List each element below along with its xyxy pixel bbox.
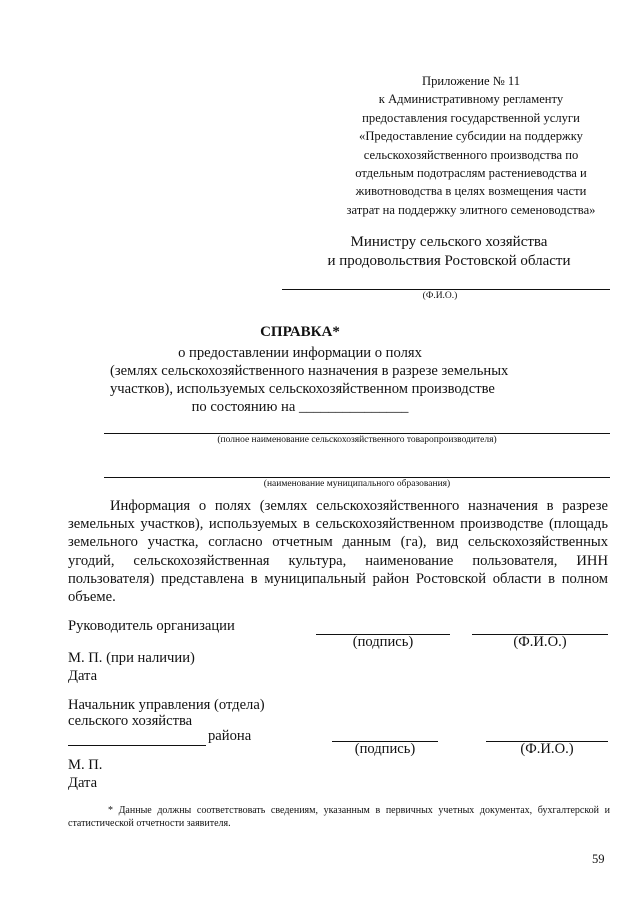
fio-caption-2: (Ф.И.О.) (520, 741, 574, 757)
body-text: Информация о полях (землях сельскохозяйственного назначения в разрезе земельных участков), используемых в сельскохозяйственном производстве (площадь земельного участка, согласно отчетным данным (га), вид сельскохозяйственных угодий, сельскохозяйственная культура, наименование пользователя, ИНН пользователя) представлена в муниципальный район Ростовской области в полном объеме. (68, 498, 608, 606)
subtitle-line-3: участков), используемых сельскохозяйственном производстве (110, 381, 495, 397)
body-paragraph (68, 497, 608, 606)
annex-line: животноводства в целях возмещения части (355, 184, 587, 199)
head-of-department-label-1: Начальник управления (отдела) (68, 697, 265, 713)
annex-line: отдельным подотраслям растениеводства и (355, 166, 587, 181)
footnote (68, 804, 610, 830)
head-of-department-label-2: сельского хозяйства (68, 713, 193, 729)
subtitle-line-2: (землях сельскохозяйственного назначения в разрезе земельных (110, 363, 509, 379)
date-label-2: Дата (68, 775, 98, 791)
annex-line: Приложение № 11 (421, 74, 521, 88)
page-number: 59 (592, 852, 605, 866)
addressee-line-1: Министру сельского хозяйства (350, 234, 548, 250)
addressee (290, 233, 608, 271)
annex-line: затрат на поддержку элитного семеноводства» (346, 202, 596, 217)
head-of-organization-label: Руководитель организации (68, 618, 235, 634)
producer-name-caption: (полное наименование сельскохозяйственного товаропроизводителя) (217, 435, 497, 445)
signature-caption-2: (подпись) (354, 741, 416, 757)
stamp-label-1: М. П. (при наличии) (68, 650, 195, 666)
addressee-fio-caption: (Ф.И.О.) (422, 291, 458, 301)
signature-caption-1: (подпись) (352, 634, 414, 650)
as-of-label: по состоянию на (191, 399, 296, 415)
fio-caption-1: (Ф.И.О.) (513, 634, 567, 650)
date-label-1: Дата (68, 668, 98, 684)
annex-line: сельскохозяйственного производства по (363, 147, 579, 162)
annex-line: предоставления государственной услуги (362, 110, 580, 125)
district-word: района (208, 728, 252, 744)
document-title: СПРАВКА* (260, 324, 340, 340)
annex-line: «Предоставление субсидии на поддержку (359, 129, 583, 144)
municipality-caption: (наименование муниципального образования) (263, 479, 451, 489)
producer-name-line (104, 433, 610, 434)
addressee-fio-line (282, 289, 610, 290)
addressee-line-2: и продовольствия Ростовской области (327, 253, 571, 269)
stamp-label-2: М. П. (68, 757, 103, 773)
district-name-line (68, 745, 206, 746)
subtitle-line-1: о предоставлении информации о полях (178, 345, 422, 361)
footnote-text: * Данные должны соответствовать сведениям, указанным в первичных учетных документах, бухгалтерской и статистической отчетности заявителя. (68, 805, 610, 829)
as-of-date-blank: _______________ (298, 399, 409, 415)
annex-header (330, 72, 612, 219)
document-subtitle (110, 344, 509, 416)
subtitle-line-4 (110, 398, 490, 416)
municipality-line (104, 477, 610, 478)
annex-line: к Административному регламенту (378, 92, 564, 107)
